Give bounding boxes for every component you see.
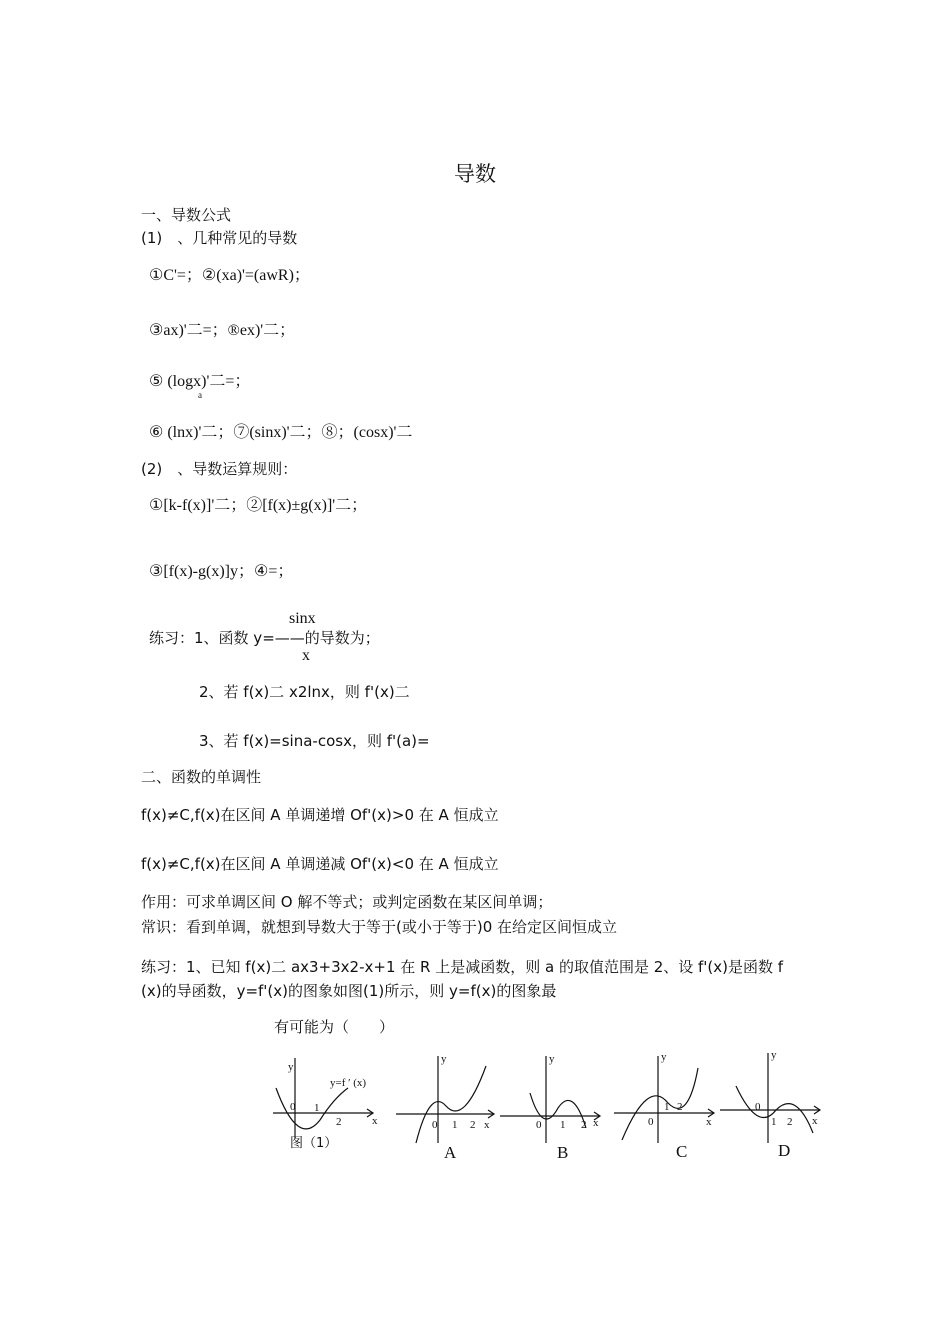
formula-line-1: ①C'=；②(xa)'=(awR)； — [149, 267, 310, 284]
option-d-tick-2: 2 — [787, 1116, 793, 1128]
section2-heading: 二、函数的单调性 — [141, 768, 262, 786]
page-title: 导数 — [454, 162, 496, 186]
exercise-line-2: (x)的导函数，y=f'(x)的图象如图(1)所示，则 y=f(x)的图象最 — [141, 982, 557, 1000]
usage-note: 作用：可求单调区间 O 解不等式；或判定函数在某区间单调； — [141, 893, 553, 911]
option-b-x-label: x — [593, 1117, 599, 1129]
option-d-tick-1: 1 — [771, 1116, 777, 1128]
fig1-x-label: x — [372, 1115, 378, 1127]
monotonic-decreasing: f(x)≠C,f(x)在区间 A 单调递减 Of'(x)<0 在 A 恒成立 — [141, 855, 499, 873]
option-c-y-label: y — [661, 1051, 667, 1063]
option-d-x-label: x — [812, 1115, 818, 1127]
exercise-numerator: sinx — [289, 610, 316, 627]
option-a-tick-2: 2 — [470, 1119, 476, 1131]
exercise-line-3: 有可能为（ ） — [274, 1018, 395, 1036]
exercise-line-1: 练习：1、已知 f(x)二 ax3+3x2-x+1 在 R 上是减函数，则 a 的取值范围是 2、设 f'(x)是函数 f — [141, 958, 784, 976]
subsection-2: (2) 、导数运算规则： — [141, 460, 298, 478]
option-b-tick-2: 2 — [581, 1119, 587, 1131]
exercise-3: 3、若 f(x)=sina-cosx，则 f'(a)= — [199, 732, 430, 750]
fig1-origin: 0 — [290, 1101, 296, 1113]
option-c-label: C — [676, 1142, 688, 1161]
rule-line-3: ③[f(x)-g(x)]y；④=； — [149, 563, 294, 580]
option-b-origin: 0 — [536, 1119, 542, 1131]
monotonic-increasing: f(x)≠C,f(x)在区间 A 单调递增 Of'(x)>0 在 A 恒成立 — [141, 806, 499, 824]
option-c-tick-1: 1 — [664, 1101, 670, 1113]
option-a-y-label: y — [441, 1053, 447, 1065]
section1-heading: 一、导数公式 — [141, 206, 232, 224]
option-d-y-label: y — [771, 1049, 777, 1061]
option-a-tick-1: 1 — [452, 1119, 458, 1131]
option-b-y-label: y — [549, 1053, 555, 1065]
fig1-tick-1: 1 — [314, 1102, 320, 1114]
option-a-origin: 0 — [432, 1119, 438, 1131]
derivative-figure — [268, 1048, 838, 1163]
fig1-curve-label: y=f ′ (x) — [330, 1077, 367, 1089]
exercise-1: 练习：1、函数 y=——的导数为； — [149, 629, 380, 647]
option-c-tick-2: 2 — [677, 1101, 683, 1113]
option-b-label: B — [557, 1143, 569, 1162]
option-b-tick-1: 1 — [560, 1119, 566, 1131]
fig1-y-label: y — [288, 1061, 294, 1073]
fig1-caption: 图（1） — [290, 1136, 338, 1151]
option-d-label: D — [778, 1141, 791, 1160]
fig1-tick-2: 2 — [336, 1116, 342, 1128]
option-c-x-label: x — [706, 1116, 712, 1128]
formula-line-5: ⑤ (logx)'二=； — [149, 373, 251, 390]
exercise-denominator: x — [302, 647, 310, 664]
formula-line-3: ③ax)'二=；®ex)'二； — [149, 322, 296, 339]
option-a-label: A — [444, 1143, 457, 1162]
option-a-x-label: x — [484, 1119, 490, 1131]
rule-line-1: ①[k-f(x)]'二；②[f(x)±g(x)]'二； — [149, 497, 368, 514]
formula-line-5-subscript: a — [198, 390, 202, 400]
option-c-origin: 0 — [648, 1116, 654, 1128]
common-sense-note: 常识：看到单调，就想到导数大于等于(或小于等于)0 在给定区间恒成立 — [141, 918, 618, 936]
subsection-1: (1) 、几种常见的导数 — [141, 229, 298, 247]
formula-line-6: ⑥ (lnx)'二；⑦(sinx)'二；⑧；(cosx)'二 — [149, 424, 413, 441]
option-d-origin: 0 — [755, 1101, 761, 1113]
exercise-2: 2、若 f(x)二 x2lnx，则 f'(x)二 — [199, 683, 410, 701]
